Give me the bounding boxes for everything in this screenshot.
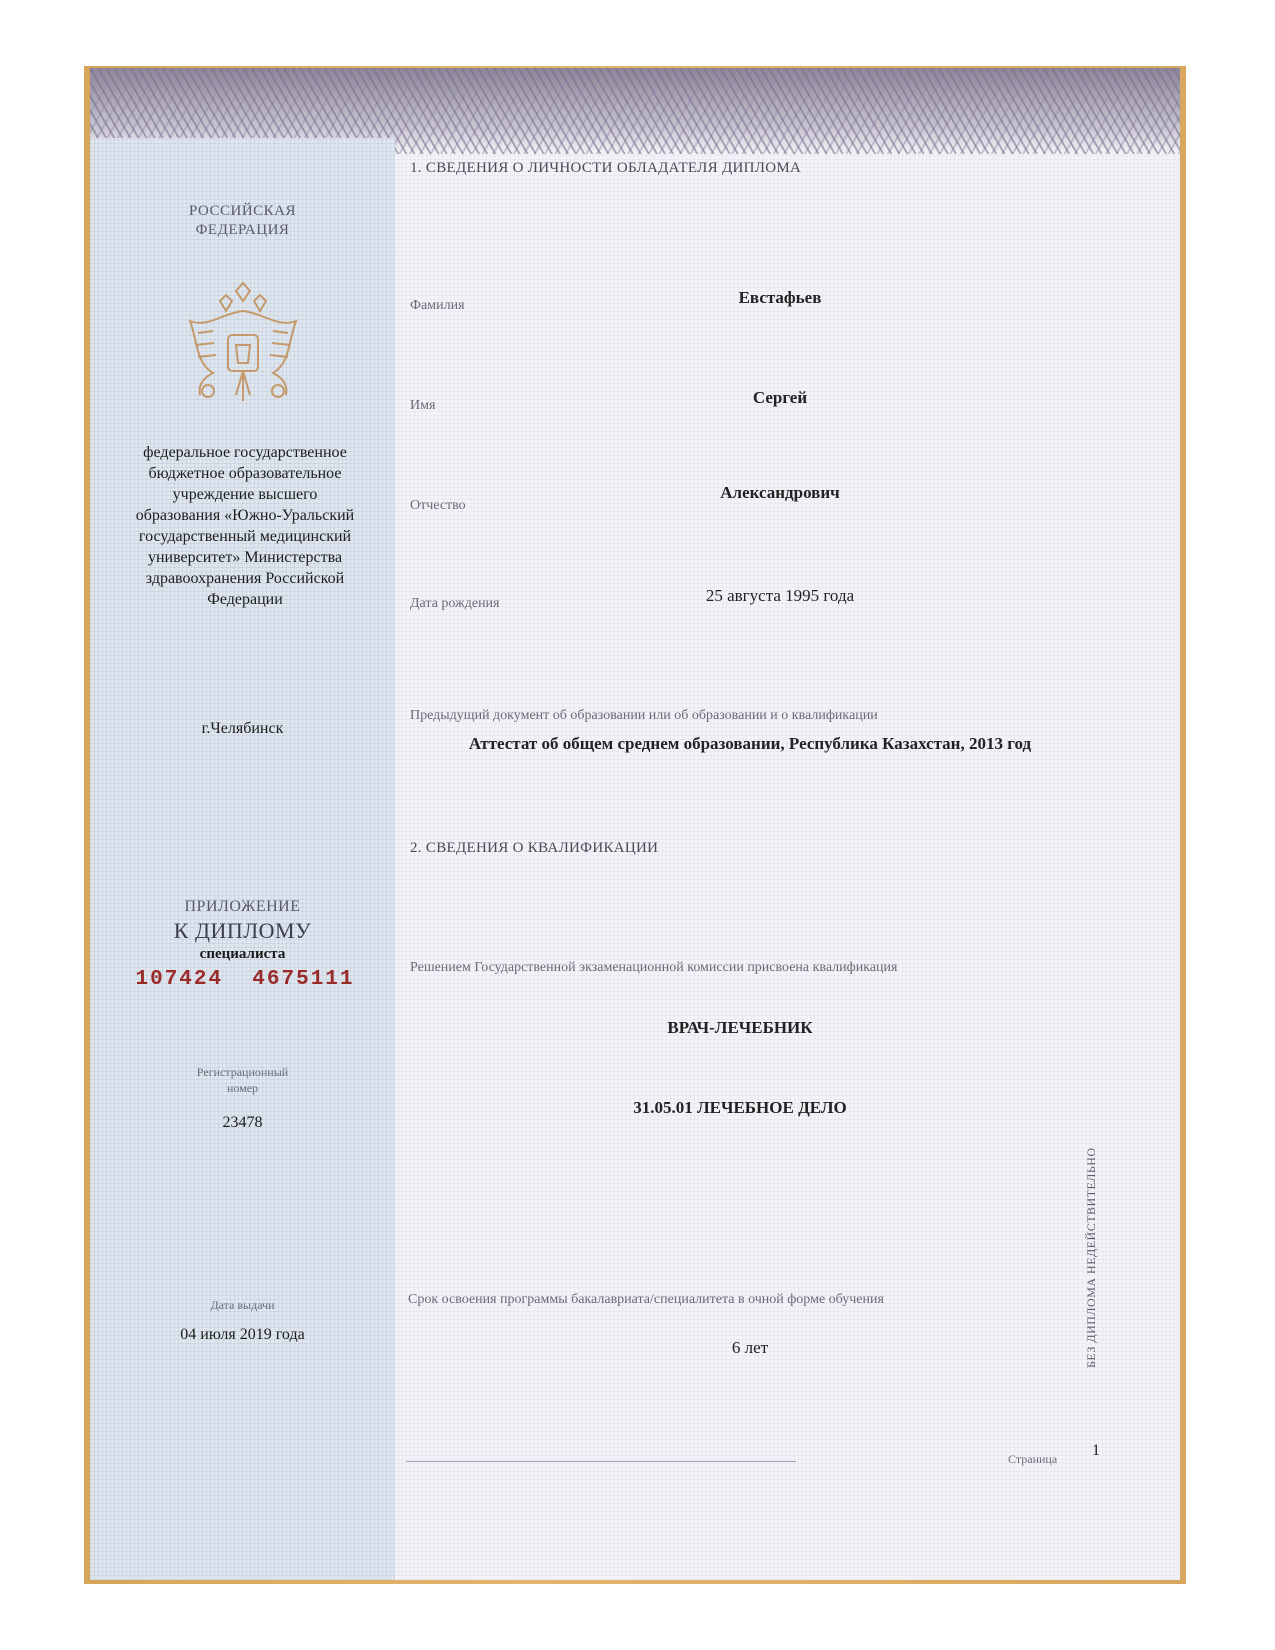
surname-value: Евстафьев (738, 288, 822, 307)
page-number: 1 (1092, 1442, 1100, 1459)
appendix-title-line-2: К ДИПЛОМУ (173, 918, 312, 943)
study-duration-value: 6 лет (731, 1338, 769, 1357)
vertical-note: БЕЗ ДИПЛОМА НЕДЕЙСТВИТЕЛЬНО (1084, 1147, 1098, 1368)
dob-label: Дата рождения (410, 596, 500, 611)
decision-label: Решением Государственной экзаменационной комиссии присвоена квалификация (410, 960, 898, 975)
registration-number: 23478 (222, 1114, 263, 1131)
reg-label-line-2: номер (226, 1081, 259, 1095)
registration-label (130, 1064, 355, 1096)
org-line-3: учреждение высшего (172, 486, 318, 503)
city: г.Челябинск (201, 720, 284, 737)
patronymic-label: Отчество (410, 498, 466, 513)
section-1-heading: 1. СВЕДЕНИЯ О ЛИЧНОСТИ ОБЛАДАТЕЛЯ ДИПЛОМА (410, 160, 802, 176)
organization-name (110, 442, 380, 610)
patronymic-value: Александрович (720, 483, 840, 502)
study-duration-label: Срок освоения программы бакалавриата/специалитета в очной форме обучения (408, 1292, 884, 1307)
issue-date-label: Дата выдачи (210, 1298, 275, 1312)
org-line-1: федеральное государственное (143, 444, 347, 461)
coat-of-arms-emblem (168, 273, 318, 423)
signature-line (406, 1461, 796, 1462)
org-line-7: здравоохранения Российской (145, 570, 345, 587)
appendix-title-line-3: специалиста (199, 946, 286, 962)
page-label: Страница (1008, 1452, 1058, 1466)
previous-document-label: Предыдущий документ об образовании или об образовании и о квалификации (410, 708, 878, 723)
dob-value: 25 августа 1995 года (705, 586, 855, 605)
org-line-4: образования «Южно-Уральский (135, 507, 355, 524)
reg-label-line-1: Регистрационный (196, 1065, 289, 1079)
surname-label: Фамилия (410, 298, 465, 313)
issue-date: 04 июля 2019 года (180, 1326, 305, 1343)
country-line-2: ФЕДЕРАЦИЯ (195, 222, 290, 238)
serial-number: 107424 4675111 (135, 968, 355, 991)
org-line-2: бюджетное образовательное (148, 465, 342, 482)
appendix-title-line-1: ПРИЛОЖЕНИЕ (184, 898, 301, 915)
org-line-5: государственный медицинский (138, 528, 352, 545)
section-2-heading: 2. СВЕДЕНИЯ О КВАЛИФИКАЦИИ (410, 840, 659, 856)
specialty-value: 31.05.01 ЛЕЧЕБНОЕ ДЕЛО (633, 1098, 847, 1117)
name-label: Имя (410, 398, 436, 413)
name-value: Сергей (752, 388, 808, 407)
previous-document-value: Аттестат об общем среднем образовании, Республика Казахстан, 2013 год (468, 734, 1032, 753)
org-line-6: университет» Министерства (147, 549, 343, 566)
country-name (130, 202, 355, 240)
org-line-8: Федерации (207, 591, 283, 608)
country-line-1: РОССИЙСКАЯ (188, 203, 297, 219)
qualification-value: ВРАЧ-ЛЕЧЕБНИК (667, 1018, 813, 1037)
diploma-appendix-page (90, 68, 1180, 1580)
